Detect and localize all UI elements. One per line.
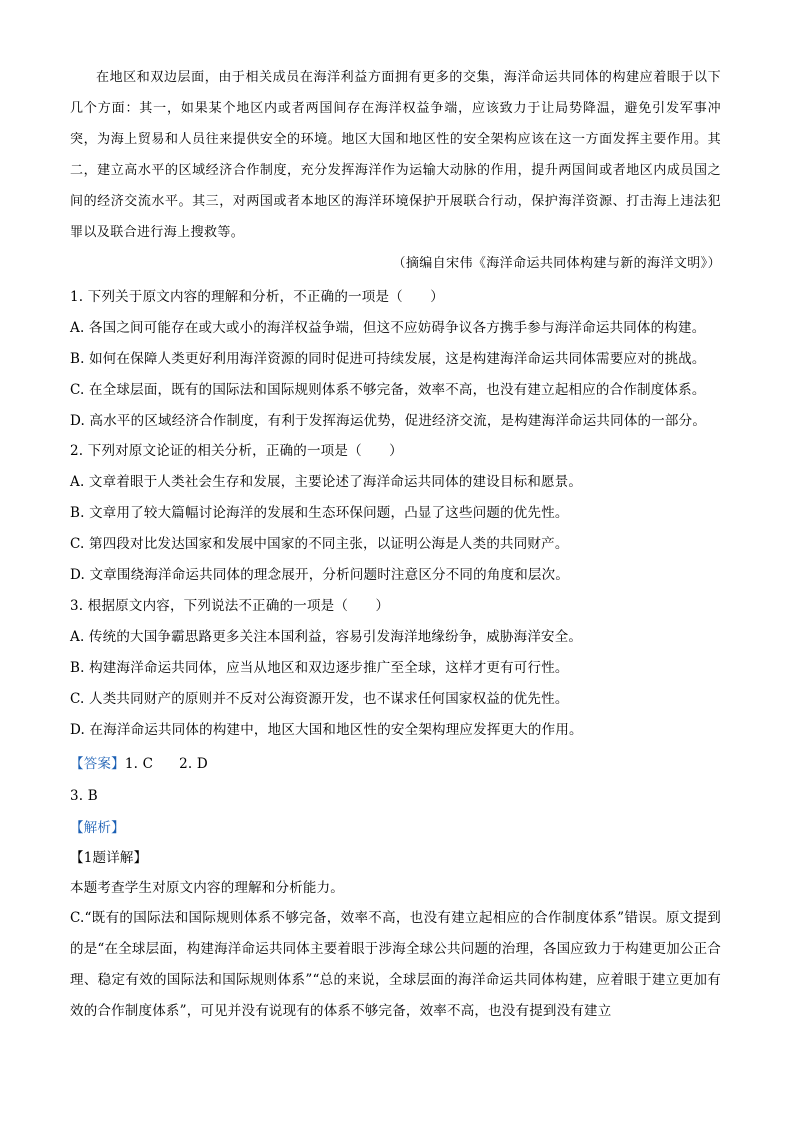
answer-1: 1. C xyxy=(124,756,154,772)
analysis-body: C.“既有的国际法和国际规则体系不够完备，效率不高，也没有建立起相应的合作制度体系”错误。原文提到的是“在全球层面，构建海洋命运共同体主要着眼于涉海全球公共问题的治理，各国应致力于构建更加公正合理、稳定有效的国际法和国际规则体系”“总的来说，全球层面的海洋命运共同体构建，应着眼于建立更加有效的合作制度体系”，可见并没有说现有的体系不够完备，效率不高，也没有提到没有建立 xyxy=(70,910,721,1019)
question-3-option-b: B. 构建海洋命运共同体，应当从地区和双边逐步推广至全球，这样才更有可行性。 xyxy=(70,660,569,676)
question-3-option-c: C. 人类共同财产的原则并不反对公海资源开发，也不谋求任何国家权益的优先性。 xyxy=(70,691,569,707)
passage-paragraph: 在地区和双边层面，由于相关成员在海洋利益方面拥有更多的交集，海洋命运共同体的构建应着眼于以下几个方面：其一，如果某个地区内或者两国间存在海洋权益争端，应该致力于让局势降温，避免引发军事冲突，为海上贸易和人员往来提供安全的环境。地区大国和地区性的安全架构应该在这一方面发挥主要作用。其二，建立高水平的区域经济合作制度，充分发挥海洋作为运输大动脉的作用，提升两国间或者地区内成员国之间的经济交流水平。其三，对两国或者本地区的海洋环境保护开展联合行动，保护海洋资源、打击海上违法犯罪以及联合进行海上搜救等。 xyxy=(70,70,721,240)
question-2-option-a: A. 文章着眼于人类社会生存和发展，主要论述了海洋命运共同体的建设目标和愿景。 xyxy=(70,474,583,490)
question-2-option-b: B. 文章用了较大篇幅讨论海洋的发展和生态环保问题，凸显了这些问题的优先性。 xyxy=(70,505,569,521)
question-1-option-a: A. 各国之间可能存在或大或小的海洋权益争端，但这不应妨碍争议各方携手参与海洋命运共同体的构建。 xyxy=(70,320,706,336)
question-3-option-d: D. 在海洋命运共同体的构建中，地区大国和地区性的安全架构理应发挥更大的作用。 xyxy=(70,722,583,738)
analysis-intro: 本题考查学生对原文内容的理解和分析能力。 xyxy=(70,880,344,896)
passage-source: （摘编自宋伟《海洋命运共同体构建与新的海洋文明》） xyxy=(392,256,721,271)
question-2-option-d: D. 文章围绕海洋命运共同体的理念展开，分析问题时注意区分不同的角度和层次。 xyxy=(70,567,570,583)
answer-2: 2. D xyxy=(179,756,208,772)
reading-passage xyxy=(70,62,721,248)
analysis-tag: 【解析】 xyxy=(70,820,125,836)
question-1-option-d: D. 高水平的区域经济合作制度，有利于发挥海运优势，促进经济交流，是构建海洋命运共同体的一部分。 xyxy=(70,413,707,429)
question-1-option-c: C. 在全球层面，既有的国际法和国际规则体系不够完备，效率不高，也没有建立起相应的合作制度体系。 xyxy=(70,382,706,398)
question-1-stem: 1. 下列关于原文内容的理解和分析，不正确的一项是（ ） xyxy=(70,289,444,305)
detail-tag: 【1题详解】 xyxy=(70,850,148,866)
question-3-option-a: A. 传统的大国争霸思路更多关注本国利益，容易引发海洋地缘纷争，威胁海洋安全。 xyxy=(70,629,583,645)
question-2-option-c: C. 第四段对比发达国家和发展中国家的不同主张，以证明公海是人类的共同财产。 xyxy=(70,536,569,552)
question-1-option-b: B. 如何在保障人类更好利用海洋资源的同时促进可持续发展，这是构建海洋命运共同体需要应对的挑战。 xyxy=(70,351,706,367)
question-3-stem: 3. 根据原文内容，下列说法不正确的一项是（ ） xyxy=(70,598,390,614)
answer-tag: 【答案】 xyxy=(70,756,125,772)
answer-line xyxy=(70,750,730,778)
question-2-stem: 2. 下列对原文论证的相关分析，正确的一项是（ ） xyxy=(70,443,403,459)
answer-3: 3. B xyxy=(70,788,98,804)
